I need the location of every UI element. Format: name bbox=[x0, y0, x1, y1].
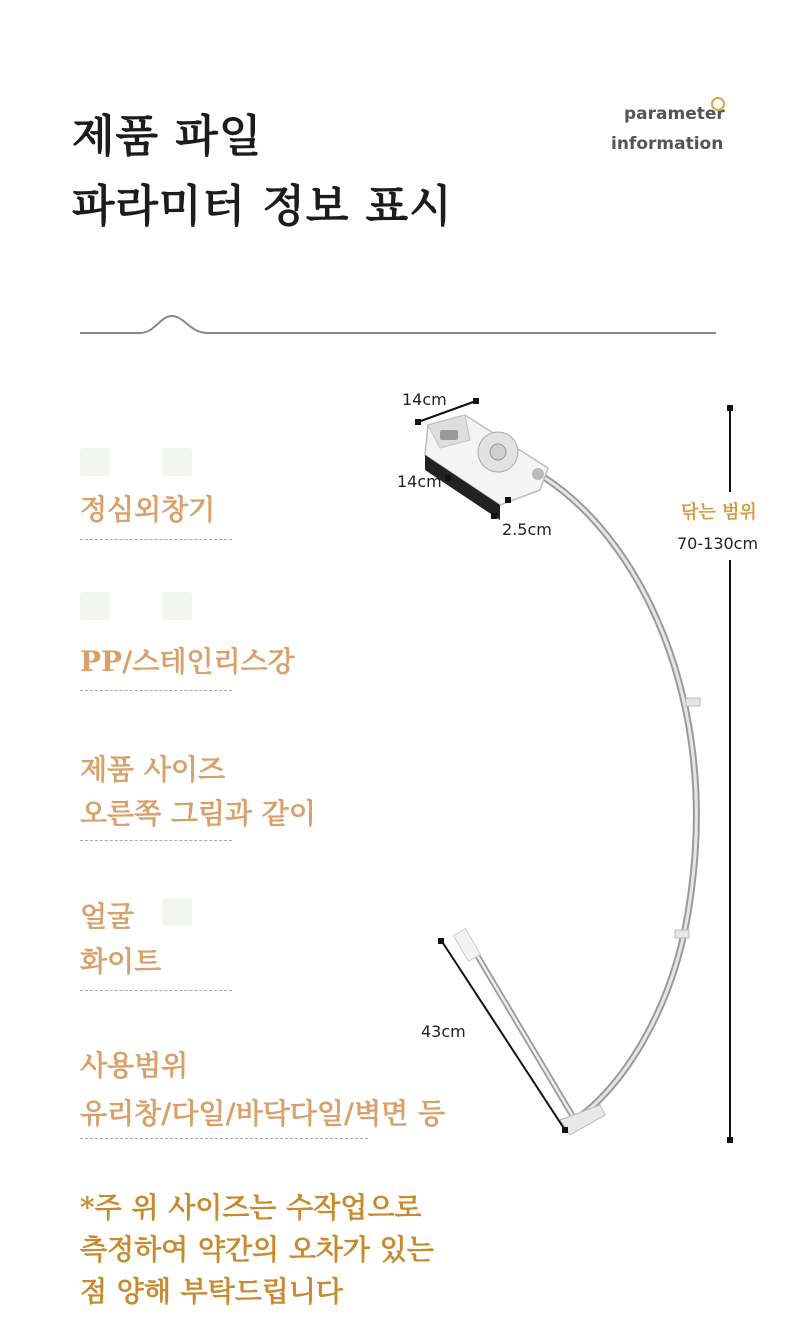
cleaner-head bbox=[425, 415, 548, 520]
dim-handle: 43cm bbox=[421, 1022, 466, 1041]
page-title-line-2: 파라미터 정보 표시 bbox=[72, 181, 453, 232]
spec-size-title: 제품 사이즈 bbox=[80, 753, 225, 786]
page-title-line-1: 제품 파일 bbox=[72, 111, 263, 162]
range-label: 닦는 범위 bbox=[681, 502, 757, 523]
dim-width-side: 14cm bbox=[397, 472, 442, 491]
param-label-2: information bbox=[611, 134, 724, 154]
spec-product-name: 정심외창기 bbox=[80, 493, 216, 526]
spec-color-value: 화이트 bbox=[80, 945, 162, 978]
note-line-3: 점 양해 부탁드립니다 bbox=[80, 1275, 343, 1308]
note-line-2: 측정하여 약간의 오차가 있는 bbox=[80, 1233, 434, 1266]
range-value: 70-130cm bbox=[677, 534, 759, 553]
spec-material: PP/스테인리스강 bbox=[80, 645, 295, 678]
spec-usage-title: 사용범위 bbox=[80, 1049, 189, 1082]
dim-width-top: 14cm bbox=[402, 390, 447, 409]
spec-size-value: 오른쪽 그림과 같이 bbox=[80, 797, 316, 830]
spec-color-title: 얼굴 bbox=[80, 900, 135, 933]
spec-usage-value: 유리창/다일/바닥다일/벽면 등 bbox=[80, 1097, 446, 1130]
note-line-1: *주 위 사이즈는 수작업으로 bbox=[80, 1191, 422, 1224]
param-label-1: parameter bbox=[624, 104, 725, 124]
dim-depth: 2.5cm bbox=[502, 520, 552, 539]
